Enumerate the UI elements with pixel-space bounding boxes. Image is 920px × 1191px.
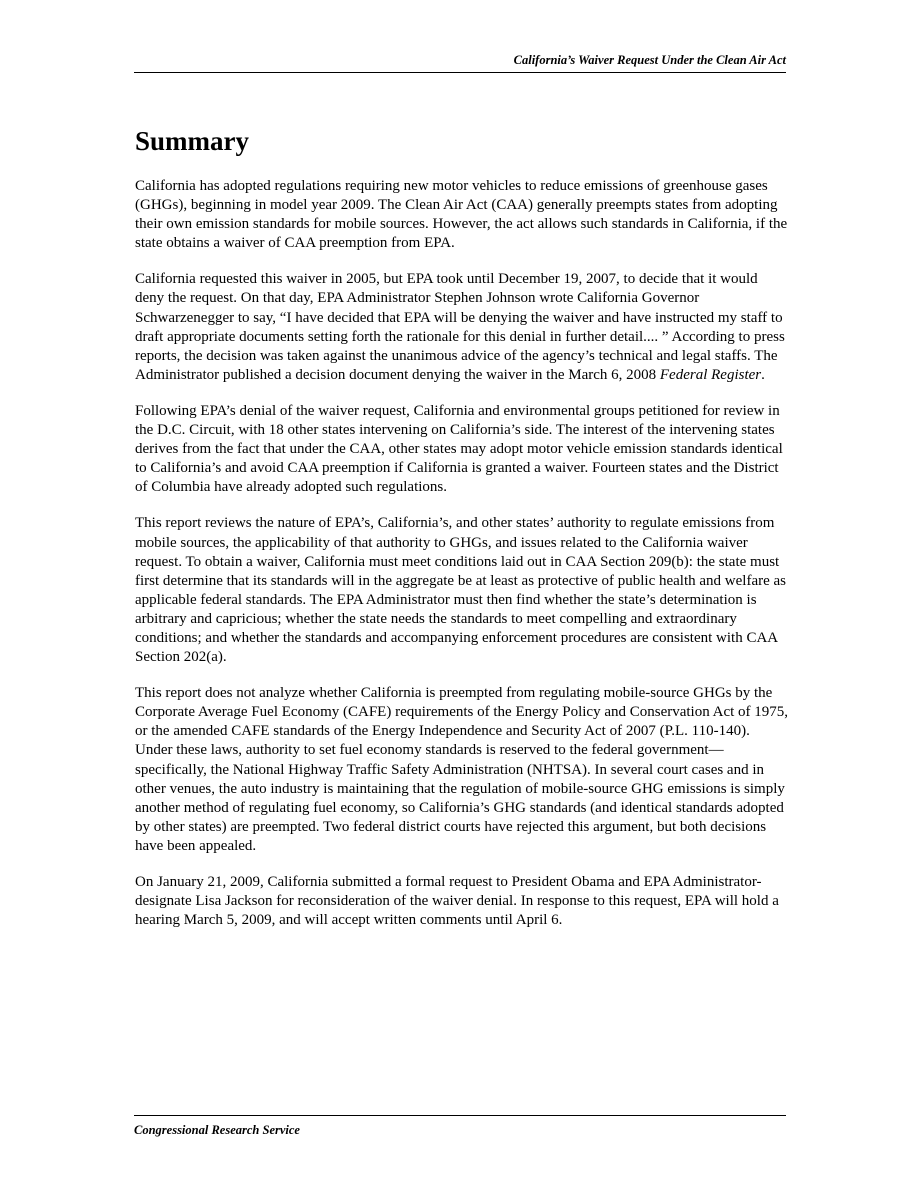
paragraph-4: This report reviews the nature of EPA’s, California’s, and other states’ authority to regulate emissions from mobile sources, the applicability of that authority to GHGs, and issues related to the California waiver request. To obtain a waiver, California must meet conditions laid out in CAA Section 209(b): the state must first determine that its standards will in the aggregate be at least as protective of public health and welfare as applicable federal standards. The EPA Administrator must then find whether the state’s determination is arbitrary and capricious; whether the state needs the standards to meet compelling and extraordinary conditions; and whether the standards and accompanying enforcement procedures are consistent with CAA Section 202(a). — [135, 515, 787, 666]
summary-body — [135, 177, 790, 947]
paragraph-2 — [135, 270, 790, 385]
paragraph-5: This report does not analyze whether California is preempted from regulating mobile-source GHGs by the Corporate Average Fuel Economy (CAFE) requirements of the Energy Policy and Conservation Act of 1975, or the amended CAFE standards of the Energy Independence and Security Act of 2007 (P.L. 110-140). Under these laws, authority to set fuel economy standards is reserved to the federal government—specifically, the National Highway Traffic Safety Administration (NHTSA). In several court cases and in other venues, the auto industry is maintaining that the regulation of mobile-source GHG emissions is simply another method of regulating fuel economy, so California’s GHG standards (and identical standards adopted by other states) are preempted. Two federal district courts have rejected this argument, but both decisions have been appealed. — [135, 685, 789, 854]
paragraph-2-end: . — [761, 366, 765, 383]
paragraph-6: On January 21, 2009, California submitted a formal request to President Obama and EPA Administrator-designate Lisa Jackson for reconsideration of the waiver denial. In response to this request, EPA will hold a hearing March 5, 2009, and will accept written comments until April 6. — [135, 874, 779, 929]
paragraph-3: Following EPA’s denial of the waiver request, California and environmental groups petitioned for review in the D.C. Circuit, with 18 other states intervening on California’s side. The interest of the intervening states derives from the fact that under the CAA, other states may adopt motor vehicle emission standards identical to California’s and avoid CAA preemption if California is granted a waiver. Fourteen states and the District of Columbia have already adopted such regulations. — [135, 402, 783, 496]
paragraph-1: California has adopted regulations requiring new motor vehicles to reduce emissions of greenhouse gases (GHGs), beginning in model year 2009. The Clean Air Act (CAA) generally preempts states from adopting their own emission standards for mobile sources. However, the act allows such standards in California, if the state obtains a waiver of CAA preemption from EPA. — [135, 178, 788, 252]
page-footer: Congressional Research Service — [134, 1115, 786, 1138]
page-title: Summary — [135, 126, 249, 156]
running-header: California’s Waiver Request Under the Clean Air Act — [134, 52, 786, 73]
paragraph-2-text: California requested this waiver in 2005, but EPA took until December 19, 2007, to decide that it would deny the request. On that day, EPA Administrator Stephen Johnson wrote California Governor Schwarzenegger to say, “I have decided that EPA will be denying the waiver and have instructed my staff to draft appropriate documents setting forth the rationale for this denial in further detail.... ” According to press reports, the decision was taken against the unanimous advice of the agency’s technical and legal staffs. The Administrator published a decision document denying the waiver in the March 6, 2008 — [135, 271, 785, 383]
federal-register-citation: Federal Register — [659, 366, 762, 383]
